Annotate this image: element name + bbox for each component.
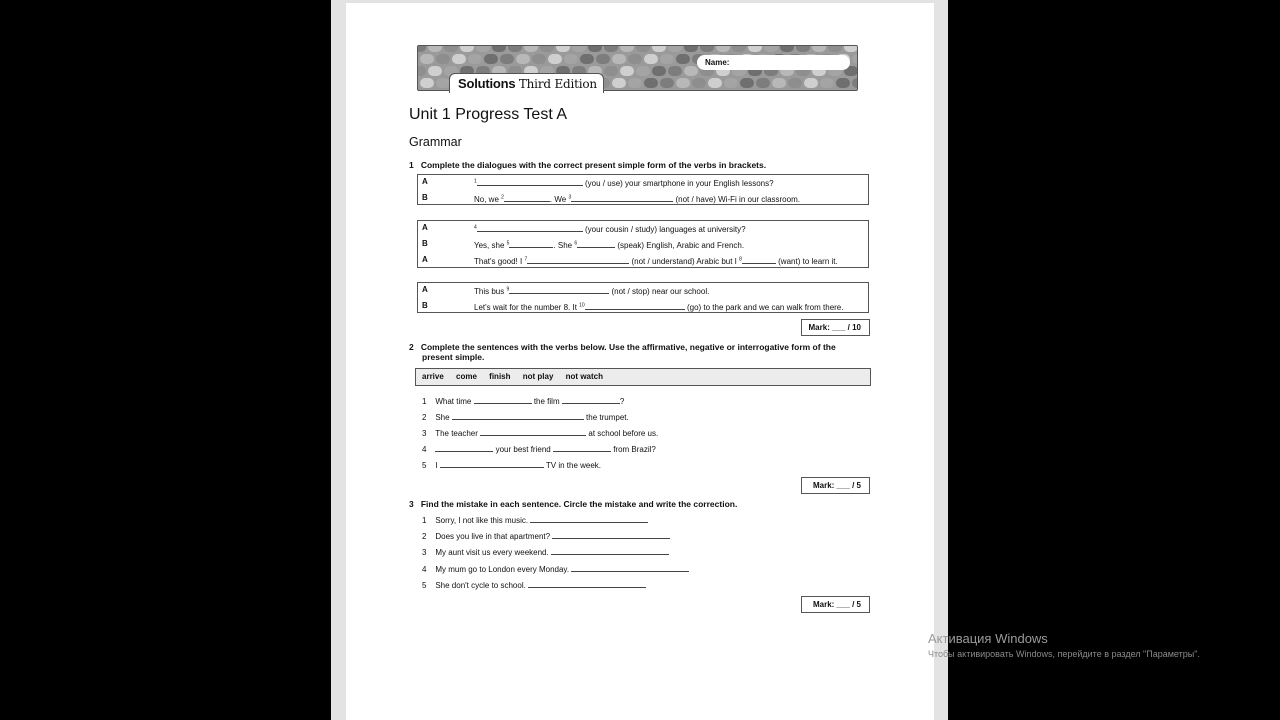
ex1-mark-box: Mark: ___ / 10 [801, 319, 870, 336]
ex2-item: 5 I TV in the week. [422, 461, 602, 470]
dialogue-line: No, we $^2$ . We $^3$ (not / have) Wi-Fi in our classroom. [474, 194, 800, 204]
banner-pattern-shape [668, 66, 682, 76]
ex3-mark-box: Mark: ___ / 5 [801, 596, 870, 613]
windows-activation-title: Активация Windows [928, 631, 1048, 646]
banner-pattern-shape [628, 78, 642, 88]
ex3-item: 2 Does you live in that apartment? [422, 530, 670, 542]
banner-pattern-shape [492, 46, 506, 52]
banner-pattern-shape [740, 78, 754, 88]
banner-pattern-shape [644, 54, 658, 64]
banner-pattern-shape [724, 78, 738, 88]
banner-pattern-shape [604, 66, 618, 76]
speaker-label: B [422, 239, 428, 248]
banner-pattern-shape [460, 46, 474, 52]
word-bank-item: arrive [422, 372, 444, 381]
ex3-item: 4 My mum go to London every Monday. [422, 563, 689, 575]
banner-pattern-shape [604, 46, 618, 52]
banner-pattern-shape [508, 46, 522, 52]
ex3-item: 5 She don't cycle to school. [422, 579, 646, 591]
banner-pattern-shape [484, 54, 498, 64]
banner-pattern-shape [436, 78, 450, 88]
banner-pattern-shape [588, 46, 602, 52]
banner-pattern-shape [572, 46, 586, 52]
word-bank-item: finish [489, 372, 511, 381]
banner-pattern-shape [468, 54, 482, 64]
speaker-label: B [422, 301, 428, 310]
banner-pattern-shape [532, 54, 546, 64]
banner-pattern-shape [804, 78, 818, 88]
banner-pattern-shape [684, 66, 698, 76]
word-bank-item: not watch [565, 372, 603, 381]
speaker-label: B [422, 193, 428, 202]
banner-pattern-shape [644, 78, 658, 88]
banner-pattern-shape [516, 54, 530, 64]
dialogue-line: Yes, she $^5$ . She $^6$ (speak) English, Arabic and French. [474, 240, 745, 250]
banner-pattern-shape [636, 66, 650, 76]
banner-pattern-shape [676, 54, 690, 64]
word-bank-item: not play [522, 372, 554, 381]
ex2-heading: 2 Complete the sentences with the verbs below. Use the affirmative, negative or interrogative form of the [409, 342, 836, 352]
banner-pattern-shape [844, 46, 857, 52]
ex3-item: 1 Sorry, I not like this music. [422, 514, 648, 526]
ex2-item: 1 What time the film ? [422, 397, 625, 406]
banner-pattern-shape [796, 46, 810, 52]
dialogue-line: $^1$ (you / use) your smartphone in your English lessons? [474, 178, 774, 188]
banner-pattern-shape [418, 46, 426, 52]
banner-pattern-shape [788, 78, 802, 88]
banner-pattern-shape [620, 46, 634, 52]
banner-pattern-shape [652, 46, 666, 52]
ex3-heading: 3 Find the mistake in each sentence. Circle the mistake and write the correction. [409, 499, 738, 509]
word-bank-item: come [456, 372, 477, 381]
banner-pattern-shape [596, 54, 610, 64]
banner-pattern-shape [548, 54, 562, 64]
banner-pattern-shape [418, 66, 426, 76]
windows-activation-text: Чтобы активировать Windows, перейдите в раздел "Параметры". [928, 649, 1200, 659]
banner-pattern-shape [828, 46, 842, 52]
ex2-item: 4 your best friend from Brazil? [422, 445, 656, 454]
brand-logo: Solutions Third Edition [449, 73, 604, 93]
banner-pattern-shape [428, 66, 442, 76]
banner-pattern-shape [732, 46, 746, 52]
banner-pattern-shape [612, 78, 626, 88]
name-field[interactable]: Name: [697, 55, 850, 70]
banner-pattern-shape [556, 46, 570, 52]
speaker-label: A [422, 285, 428, 294]
banner-pattern-shape [676, 78, 690, 88]
dialogue-line: That's good! I $^7$ (not / understand) Arabic but I $^8$ (want) to learn it. [474, 256, 838, 266]
section-title: Grammar [409, 135, 462, 149]
ex2-item: 2 She the trumpet. [422, 413, 629, 422]
banner-pattern-shape [420, 54, 434, 64]
ex2-item: 3 The teacher at school before us. [422, 429, 659, 438]
banner-pattern-shape [772, 78, 786, 88]
banner-pattern-shape [436, 54, 450, 64]
ex1-heading: 1 Complete the dialogues with the correct present simple form of the verbs in brackets. [409, 160, 767, 170]
banner-pattern-shape [652, 66, 666, 76]
banner-pattern-shape [540, 46, 554, 52]
banner-pattern-shape [580, 54, 594, 64]
banner-pattern-shape [476, 46, 490, 52]
page-title: Unit 1 Progress Test A [409, 106, 567, 123]
banner-pattern-shape [716, 46, 730, 52]
banner-pattern-shape [836, 78, 850, 88]
banner-pattern-shape [852, 54, 857, 64]
banner-pattern-shape [660, 78, 674, 88]
speaker-label: A [422, 255, 428, 264]
banner-pattern-shape [420, 78, 434, 88]
banner-pattern-shape [612, 54, 626, 64]
dialogue-line: Let's wait for the number 8. It $^{10}$ (go) to the park and we can walk from there. [474, 302, 844, 312]
banner-pattern-shape [668, 46, 682, 52]
banner-pattern-shape [444, 46, 458, 52]
banner-pattern-shape [620, 66, 634, 76]
banner-pattern-shape [852, 78, 857, 88]
banner-pattern-shape [564, 54, 578, 64]
ex2-heading-cont: present simple. [422, 352, 485, 362]
speaker-label: A [422, 223, 428, 232]
banner-pattern-shape [636, 46, 650, 52]
banner-pattern-shape [452, 54, 466, 64]
banner-pattern-shape [748, 46, 762, 52]
ex2-mark-box: Mark: ___ / 5 [801, 477, 870, 494]
word-bank [415, 368, 871, 386]
dialogue-line: This bus $^9$ (not / stop) near our school. [474, 286, 710, 296]
banner-pattern-shape [692, 78, 706, 88]
banner-pattern-shape [660, 54, 674, 64]
banner-pattern-shape [764, 46, 778, 52]
banner-pattern-shape [500, 54, 514, 64]
banner-pattern-shape [628, 54, 642, 64]
banner-pattern-shape [780, 46, 794, 52]
dialogue-line: $^4$ (your cousin / study) languages at university? [474, 224, 746, 234]
speaker-label: A [422, 177, 428, 186]
banner-pattern-shape [708, 78, 722, 88]
banner-pattern-shape [684, 46, 698, 52]
banner-pattern-shape [756, 78, 770, 88]
banner-pattern-shape [524, 46, 538, 52]
ex3-item: 3 My aunt visit us every weekend. [422, 546, 669, 558]
banner-pattern-shape [428, 46, 442, 52]
banner-pattern-shape [700, 46, 714, 52]
banner-pattern-shape [820, 78, 834, 88]
banner-pattern-shape [812, 46, 826, 52]
